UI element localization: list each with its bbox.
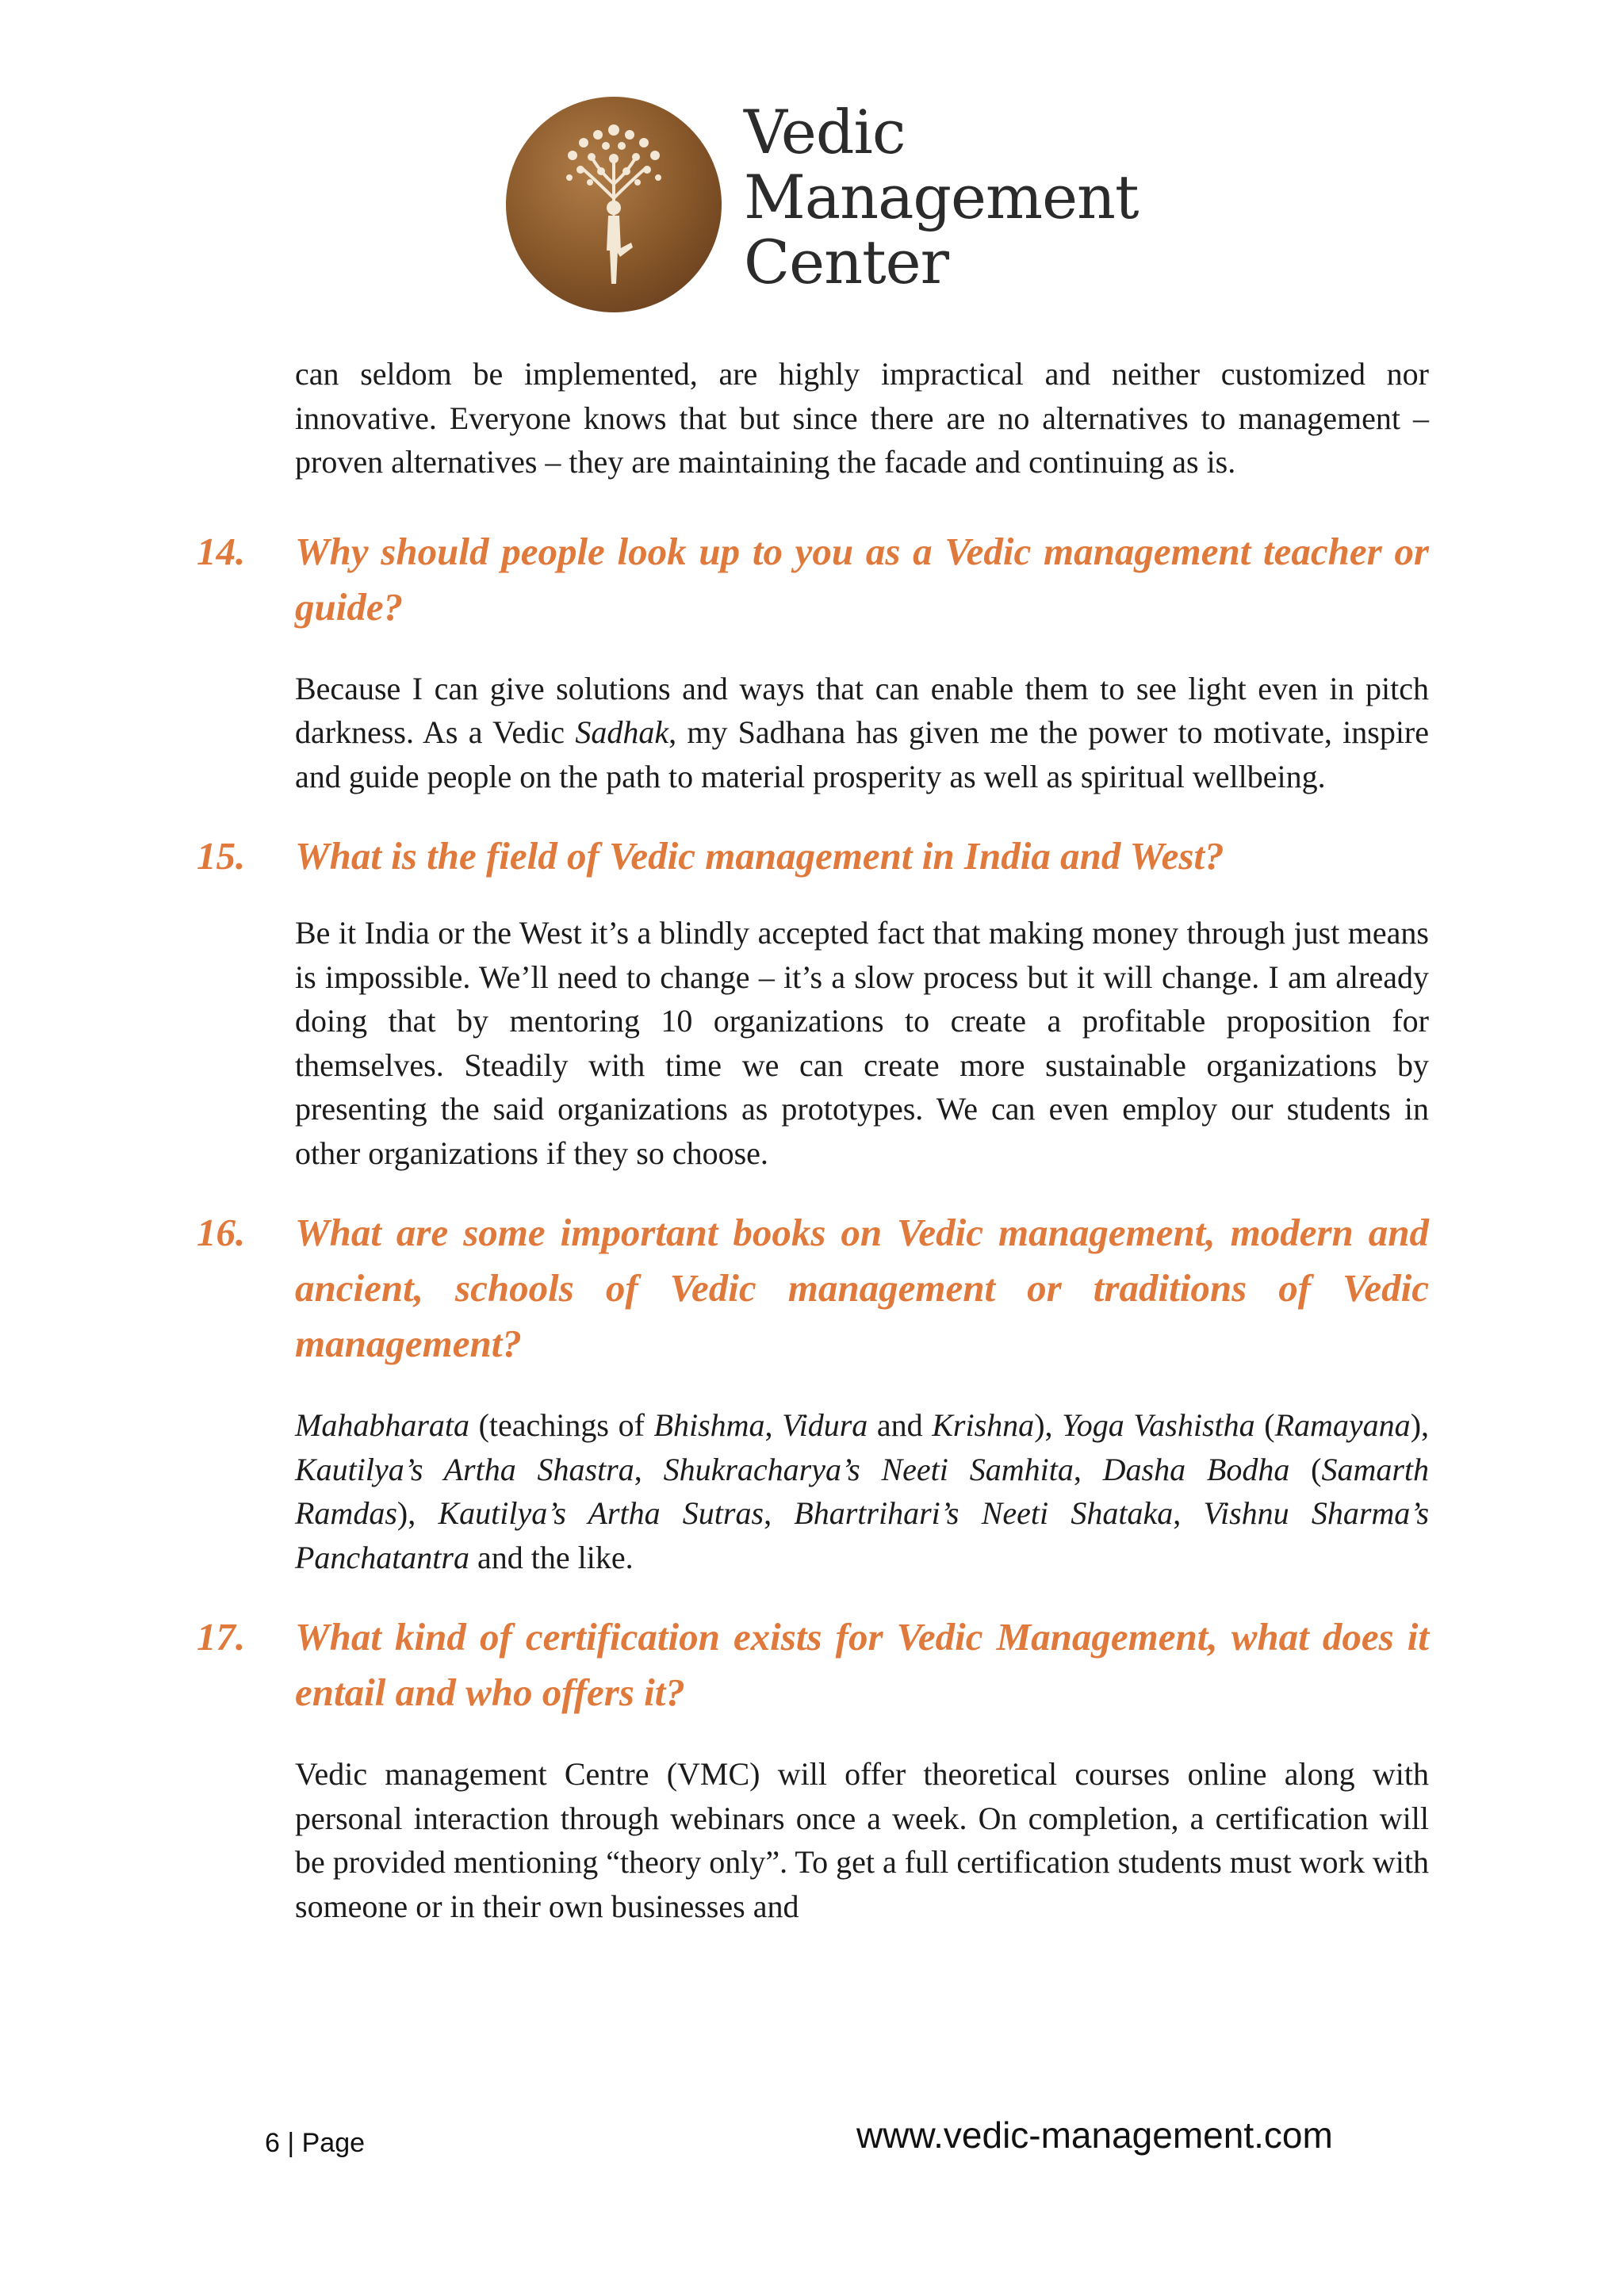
answer-14-part-1: Because I can give solutions and ways that can enable them to see light even in pitch darkness. As a Vedic [295,670,1429,750]
tree-figure-logo-icon [504,95,723,314]
answer-15-paragraph: Be it India or the West it’s a blindly accepted fact that making money through just means is impossible. We’ll need to change – it’s a slow process but it will change. I am already doing that by mentoring 10 organizations to create a profitable proposition for themselves. Steadily with time we can create more sustainable organizations by presenting the said organizations as prototypes. We can even employ our students in other organizations if they so choose. [295,915,1429,1171]
brand-wordmark [744,97,1140,297]
answer-14-part-2: , my Sadhana has given me the power to motivate, inspire and guide people on the path to material prosperity as well as spiritual wellbeing. [295,714,1430,794]
answer-14-italic-term: Sadhak [575,714,669,750]
question-17-heading [197,1609,1429,1720]
brand-logo [504,94,1139,316]
intro-paragraph: can seldom be implemented, are highly impractical and neither customized nor innovative. Everyone knows that but since there are no alternatives to management – proven alternatives – they are maintaining the facade and continuing as is. [295,356,1429,480]
question-15-heading [197,828,1429,884]
book-title: Vishnu Sharma’s Panchatantra [295,1495,1430,1575]
question-14-text: Why should people look up to you as a Vedic management teacher or guide? [295,529,1429,629]
brand-line-2: Management [744,162,1139,232]
book-title: Bhishma [653,1407,765,1443]
book-title: Mahabharata [295,1407,469,1443]
main-content [197,352,1430,1928]
question-14-heading [197,524,1429,635]
answer-16-text: (teachings of [469,1407,654,1443]
answer-16-text: , [764,1407,783,1443]
question-16-text: What are some important books on Vedic management, modern and ancient, schools of Vedic management or traditions of Vedic management? [295,1211,1429,1365]
answer-16-text: ), [1034,1407,1063,1443]
book-title: Dasha Bodha [1102,1451,1290,1487]
book-title: Ramayana [1274,1407,1411,1443]
book-title: Kautilya’s Artha Sutras [438,1495,764,1531]
answer-16-text: ), [396,1495,439,1531]
question-17-number: 17. [197,1615,246,1659]
answer-16-text: and the like. [469,1539,634,1575]
answer-16-text: , [1173,1495,1204,1531]
answer-16-text: ), [1410,1407,1430,1443]
question-15-text: What is the field of Vedic management in India and West? [295,834,1224,878]
answer-16-text: , [1073,1451,1103,1487]
answer-16-text: and [868,1407,933,1443]
book-title: Shukracharya’s Neeti Samhita [663,1451,1074,1487]
answer-14-paragraph [295,667,1429,799]
website-url: www.vedic-management.com [856,2114,1333,2156]
book-title: Vidura [782,1407,868,1443]
answer-16-paragraph [295,1403,1429,1579]
book-title: Yoga Vashistha [1062,1407,1255,1443]
answer-17-paragraph: Vedic management Centre (VMC) will offer theoretical courses online along with personal interaction through webinars once a week. On completion, a certification will be provided mentioning “theory only”. To get a full certification students must work with someone or in their own businesses and [295,1756,1429,1924]
answer-16-text: ( [1254,1407,1275,1443]
book-title: Kautilya’s Artha Shastra [295,1451,634,1487]
question-14-number: 14. [197,529,246,573]
answer-16-text: , [634,1451,664,1487]
page-number: 6 | Page [265,2128,366,2158]
book-title: Bhartrihari’s Neeti Shataka [794,1495,1174,1531]
question-15-number: 15. [197,834,246,878]
answer-16-text: ( [1289,1451,1322,1487]
brand-line-1: Vedic [744,97,906,167]
question-17-text: What kind of certification exists for Vedic Management, what does it entail and who offers it? [295,1615,1429,1714]
book-title: Krishna [932,1407,1035,1443]
answer-16-text: , [764,1495,795,1531]
brand-line-3: Center [744,227,948,297]
book-title: Samarth Ramdas [295,1451,1430,1531]
question-16-heading [197,1205,1429,1372]
question-16-number: 16. [197,1211,246,1254]
